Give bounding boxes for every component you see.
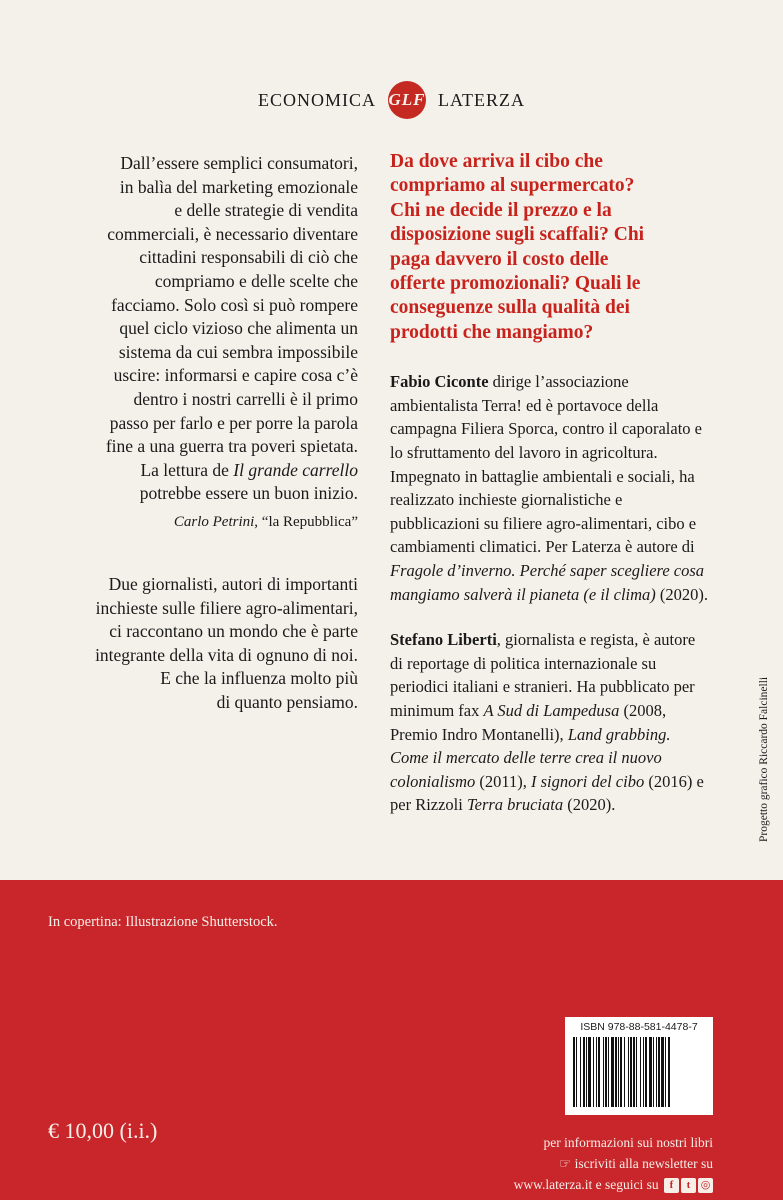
series-header [0, 80, 783, 120]
author-bio-ciconte: Fabio Ciconte dirige l’associazione ambientalista Terra! ed è portavoce della campagna Filiera Sporca, contro il caporalato e lo sfruttamento del lavoro in agricoltura. Impegnato in battaglie ambientali e sociali, ha realizzato inchieste giornalistiche e pubblicazioni su filiere agro-alimentari, cibo e cambiamenti climatici. Per Laterza è autore di Fragole d’inverno. Perché saper scegliere cosa mangiamo salverà il pianeta (e il clima) (2020). [390, 372, 709, 604]
barcode-bar [624, 1037, 625, 1107]
isbn-label: ISBN 978-88-581-4478-7 [580, 1021, 698, 1033]
barcode-bar [608, 1037, 609, 1107]
barcode-bar [573, 1037, 575, 1107]
barcode-bar [636, 1037, 637, 1107]
barcode-bar [645, 1037, 647, 1107]
twitter-icon: t [681, 1178, 696, 1193]
newsletter-info: per informazioni sui nostri libri ☞ iscriviti alla newsletter su www.laterza.it e seguici su f t ◎ [513, 1135, 713, 1192]
barcode [565, 1017, 713, 1115]
barcode-bar [665, 1037, 666, 1107]
quote-attribution: Carlo Petrini, “la Repubblica” [173, 513, 358, 530]
red-questions: Da dove arriva il cibo che compriamo al supermercato? Chi ne decide il prezzo e la disposizione sugli scaffali? Chi paga davvero il costo delle offerte promozionali? Quali le conseguenze sulla qualità dei prodotti che mangiamo? [390, 151, 645, 343]
barcode-bar [611, 1037, 614, 1107]
barcode-bar [588, 1037, 591, 1107]
barcode-bar [615, 1037, 617, 1107]
blurb-paragraph-2: Due giornalisti, autori di importanti inchieste sulle filiere agro-alimentari, ci raccontano un mondo che è parte integrante della vita di ognuno di noi. E che la influenza molto più di quanto pensiamo. [95, 573, 358, 712]
barcode-bar [658, 1037, 660, 1107]
price: € 10,00 (i.i.) [48, 1118, 158, 1143]
barcode-bar [598, 1037, 600, 1107]
footer-band [0, 880, 783, 1200]
barcode-bar [640, 1037, 641, 1107]
barcode-bar [580, 1037, 581, 1107]
author-name: Fabio Ciconte [390, 372, 489, 392]
barcode-bar [628, 1037, 629, 1107]
barcode-bar [656, 1037, 657, 1107]
barcode-bar [593, 1037, 594, 1107]
barcode-bar [596, 1037, 597, 1107]
barcode-bar [643, 1037, 644, 1107]
barcode-bar [618, 1037, 619, 1107]
author-name: Stefano Liberti [390, 630, 497, 650]
barcode-bar [668, 1037, 670, 1107]
series-name-right: LATERZA [438, 89, 525, 110]
barcode-bar [633, 1037, 635, 1107]
barcode-bar [661, 1037, 664, 1107]
barcode-bar [630, 1037, 632, 1107]
barcode-bar [586, 1037, 587, 1107]
blurb-paragraph: Dall’essere semplici consumatori, in balìa del marketing emozionale e delle strategie di vendita commerciali, è necessario diventare cittadini responsabili di ciò che compriamo e delle scelte che facciamo. Solo così si può rompere quel ciclo vizioso che alimenta un sistema da cui sembra impossibile uscire: informarsi e capire cosa c’è dentro i nostri carrelli è il primo passo per farlo e per porre la parola fine a una guerra tra poveri spietata. La lettura de Il grande carrello potrebbe essere un buon inizio. [105, 153, 358, 504]
author-bio-liberti: Stefano Liberti, giornalista e regista, è autore di reportage di politica internazionale su periodici italiani e stranieri. Ha pubblicato per minimum fax A Sud di Lampedusa (2008, Premio Indro Montanelli), Land grabbing. Come il mercato delle terre crea il nuovo colonialismo (2011), I signori del cibo (2016) e per Rizzoli Terra bruciata (2020). [390, 630, 704, 815]
publisher-logo: GLF [388, 81, 426, 119]
book-title: Il grande carrello [233, 459, 358, 480]
right-column [390, 150, 710, 817]
barcode-bars [571, 1037, 707, 1109]
barcode-bar [583, 1037, 585, 1107]
instagram-icon: ◎ [698, 1178, 713, 1193]
pointing-hand-icon: ☞ [559, 1156, 572, 1171]
barcode-bar [576, 1037, 577, 1107]
barcode-bar [620, 1037, 622, 1107]
cover-illustration-credit: In copertina: Illustrazione Shutterstock. [48, 914, 278, 930]
barcode-bar [653, 1037, 654, 1107]
series-name-left: ECONOMICA [257, 89, 376, 110]
left-blurb-column [40, 152, 358, 714]
design-credit: Progetto grafico Riccardo Falcinelli [758, 676, 770, 842]
barcode-bar [603, 1037, 604, 1107]
barcode-bar [605, 1037, 607, 1107]
barcode-bar [649, 1037, 652, 1107]
facebook-icon: f [664, 1178, 679, 1193]
